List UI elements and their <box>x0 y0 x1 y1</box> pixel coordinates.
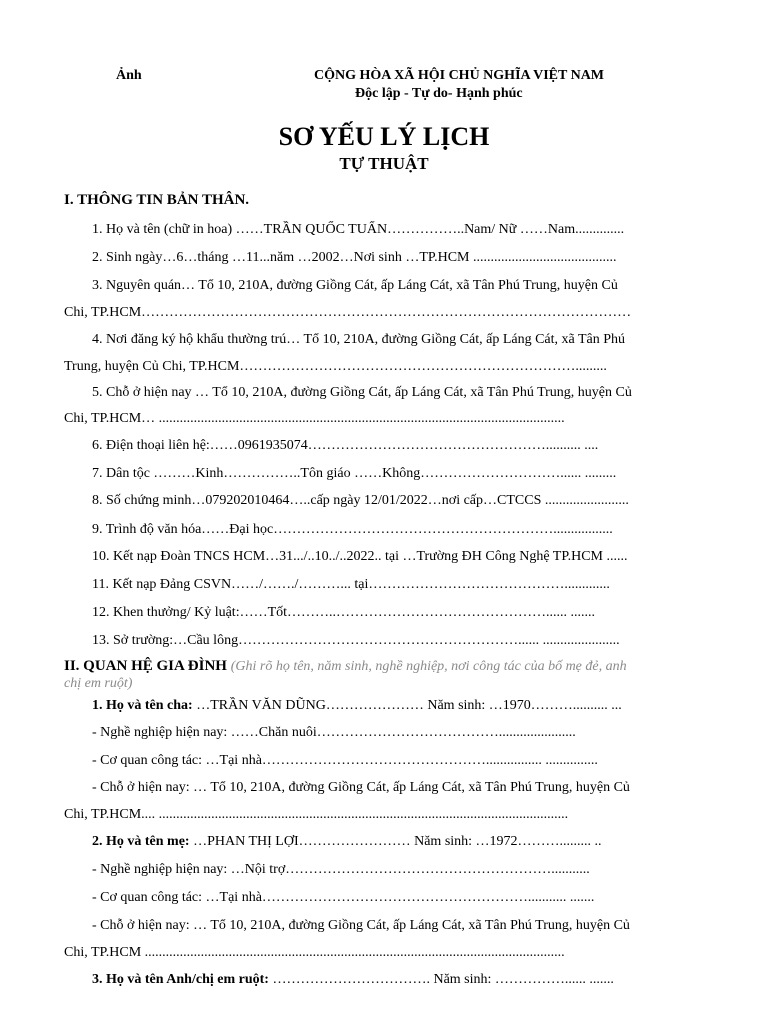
field-rewards: 12. Khen thưởng/ Kỷ luật:……Tốt………..………………………………………...... ....... <box>92 605 596 620</box>
father-workplace: - Cơ quan công tác: …Tại nhà…………………………………………................ ............... <box>92 753 598 768</box>
photo-placeholder-label: Ảnh <box>116 68 142 83</box>
father-name <box>92 697 686 714</box>
field-strengths: 13. Sở trường:…Cầu lông……………………………………………………...... ...................... <box>92 633 620 648</box>
national-motto: Độc lập - Tự do- Hạnh phúc <box>355 86 523 101</box>
sibling-label: 3. Họ và tên Anh/chị em ruột: <box>92 972 269 987</box>
field-youth-union: 10. Kết nạp Đoàn TNCS HCM…31.../..10../..2022.. tại …Trường ĐH Công Nghệ TP.HCM ...... <box>92 549 628 564</box>
field-education: 9. Trình độ văn hóa……Đại học……………………………………………………................. <box>92 522 613 537</box>
field-phone: 6. Điện thoại liên hệ:……0961935074…………………………………………….......... .... <box>92 438 599 453</box>
field-full-name: 1. Họ và tên (chữ in hoa) ……TRẦN QUỐC TUẤN……………..Nam/ Nữ ……Nam.............. <box>92 222 625 237</box>
field-registered-address: 4. Nơi đăng ký hộ khẩu thường trú… Tổ 10, 210A, đường Giồng Cát, ấp Láng Cát, xã Tân Phú <box>92 332 626 347</box>
section-2-note-cont: chị em ruột) <box>64 676 133 691</box>
section-2-heading <box>64 658 627 675</box>
document-title: SƠ YẾU LÝ LỊCH <box>278 122 490 151</box>
sibling-name <box>92 971 686 988</box>
field-ethnicity-religion: 7. Dân tộc ………Kinh……………..Tôn giáo ……Không…………………………...... ......... <box>92 466 617 481</box>
field-hometown: 3. Nguyên quán… Tổ 10, 210A, đường Giồng Cát, ấp Láng Cát, xã Tân Phú Trung, huyện Củ <box>92 278 618 293</box>
mother-job: - Nghề nghiệp hiện nay: …Nội trợ…………………………………………………........... <box>92 862 590 877</box>
field-hometown-cont: Chi, TP.HCM…………………………………………………………………………………………… <box>64 305 632 320</box>
field-current-address: 5. Chỗ ở hiện nay … Tổ 10, 210A, đường Giồng Cát, ấp Láng Cát, xã Tân Phú Trung, huyện Củ <box>92 385 632 400</box>
field-birth: 2. Sinh ngày…6…tháng …11...năm …2002…Nơi sinh …TP.HCM ......................................... <box>92 250 617 265</box>
section-1-heading: I. THÔNG TIN BẢN THÂN. <box>64 192 250 208</box>
field-registered-address-cont: Trung, huyện Củ Chi, TP.HCM………………………………………………………………......... <box>64 359 607 374</box>
mother-label: 2. Họ và tên mẹ: <box>92 834 190 849</box>
field-id-number: 8. Số chứng minh…079202010464…..cấp ngày 12/01/2022…nơi cấp…CTCCS ........................ <box>92 493 629 508</box>
sibling-name-value: ……………………………. Năm sinh: ……………...... ....... <box>268 972 614 987</box>
father-address-cont: Chi, TP.HCM.... ..................................................................................................................... <box>64 807 569 822</box>
national-title: CỘNG HÒA XÃ HỘI CHỦ NGHĨA VIỆT NAM <box>314 68 605 83</box>
mother-workplace: - Cơ quan công tác: …Tại nhà…………………………………………………........... ....... <box>92 890 595 905</box>
section-2-note: (Ghi rõ họ tên, năm sinh, nghề nghiệp, nơi công tác của bố mẹ đẻ, anh <box>230 659 627 674</box>
mother-address-cont: Chi, TP.HCM ........................................................................................................................ <box>64 945 565 960</box>
father-job: - Nghề nghiệp hiện nay: ……Chăn nuôi…………………………………...................... <box>92 725 576 740</box>
father-label: 1. Họ và tên cha: <box>92 698 193 713</box>
document-subtitle: TỰ THUẬT <box>339 154 429 173</box>
father-address: - Chỗ ở hiện nay: … Tổ 10, 210A, đường Giồng Cát, ấp Láng Cát, xã Tân Phú Trung, huyện Củ <box>92 780 630 795</box>
mother-name-value: …PHAN THỊ LỢI…………………… Năm sinh: …1972………......... .. <box>189 834 602 849</box>
field-party: 11. Kết nạp Đảng CSVN……/……./………... tại……………………………………............. <box>92 577 610 592</box>
father-name-value: …TRẦN VĂN DŨNG………………… Năm sinh: …1970……….......... ... <box>192 698 622 713</box>
section-2-title: II. QUAN HỆ GIA ĐÌNH <box>64 658 227 674</box>
mother-name <box>92 833 686 850</box>
field-current-address-cont: Chi, TP.HCM… .................................................................................................................... <box>64 411 565 426</box>
mother-address: - Chỗ ở hiện nay: … Tổ 10, 210A, đường Giồng Cát, ấp Láng Cát, xã Tân Phú Trung, huyện Củ <box>92 918 630 933</box>
